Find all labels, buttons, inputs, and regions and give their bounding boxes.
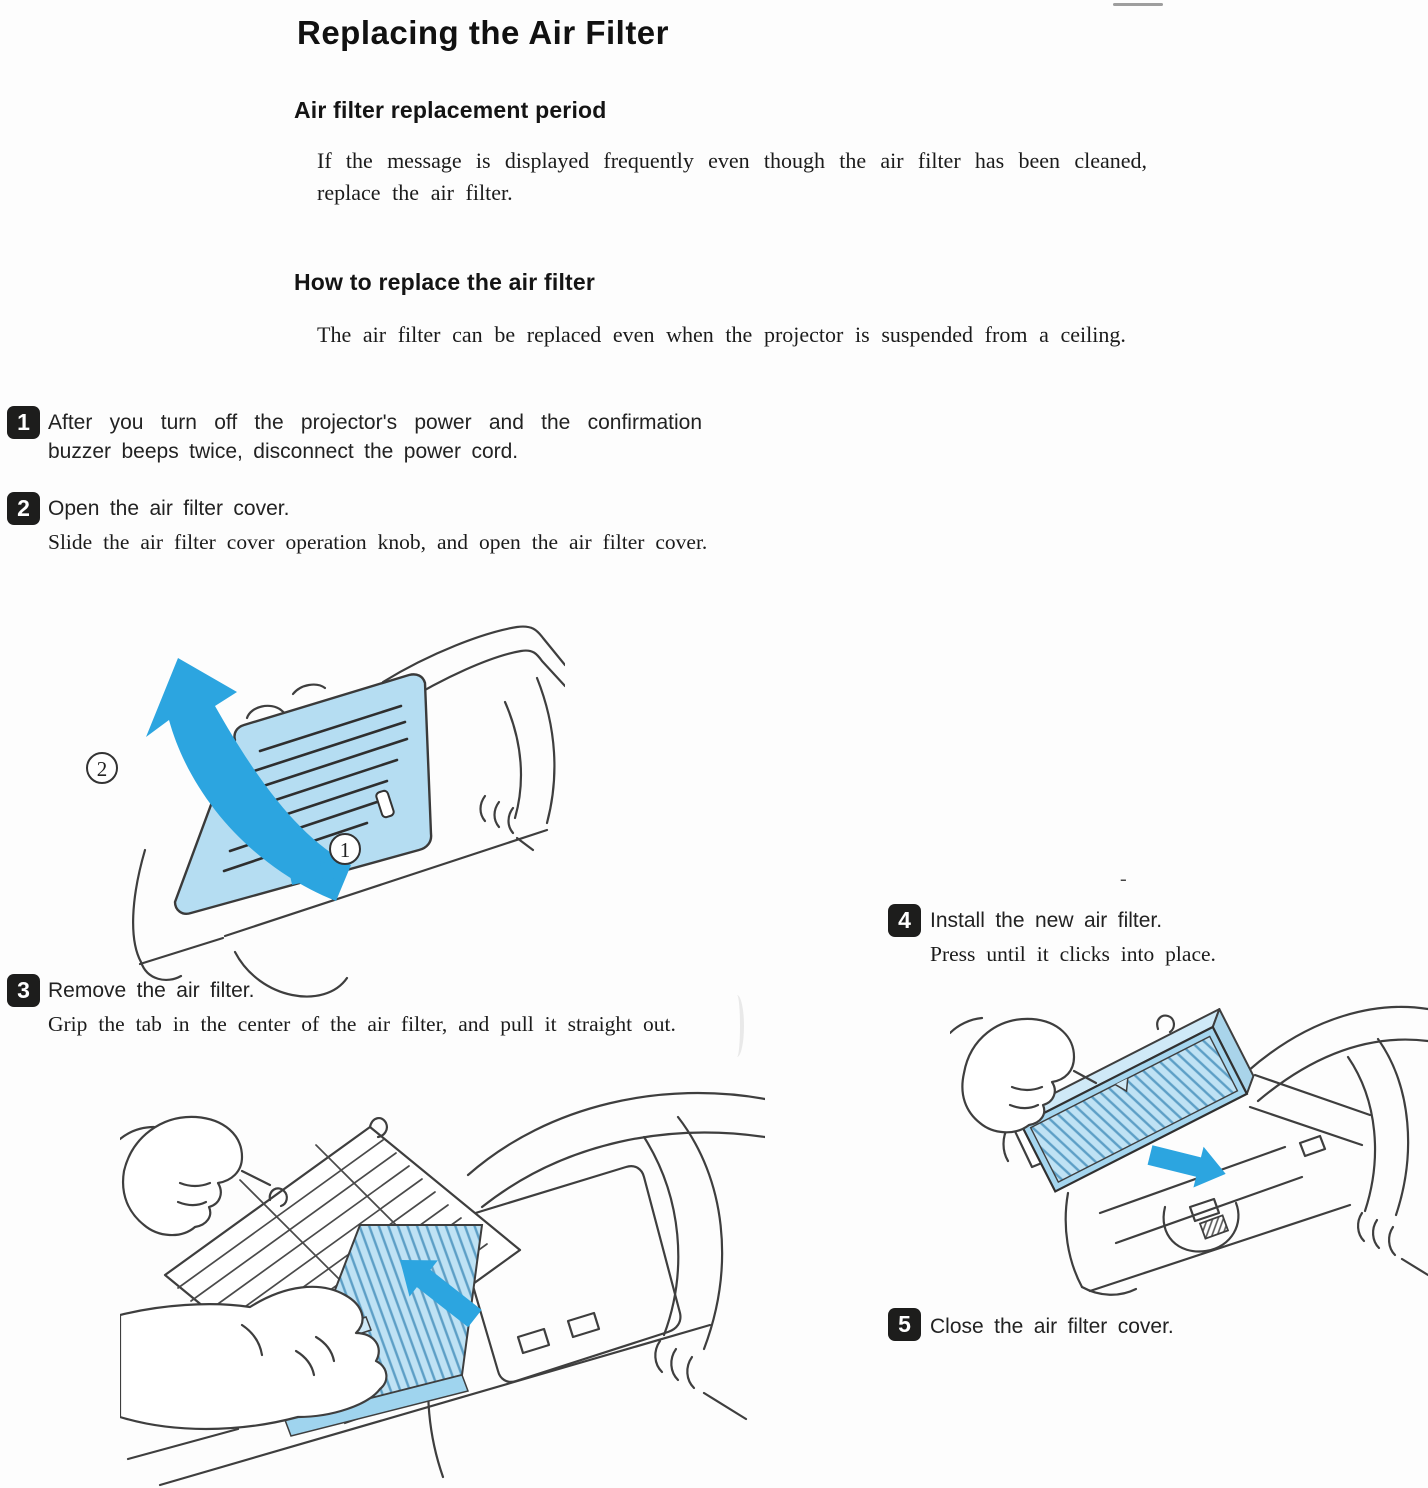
section-heading-how-to-replace: How to replace the air filter [294, 269, 596, 295]
callout-1 [330, 834, 360, 864]
step-2-number-badge: 2 [7, 492, 40, 525]
step-1-instruction: After you turn off the projector's power and the confirmation buzzer beeps twice, disconnect the power cord. [48, 411, 702, 463]
lower-hand [120, 1287, 386, 1429]
step-3-number-badge: 3 [7, 974, 40, 1007]
section-heading-replacement-period: Air filter replacement period [294, 97, 607, 123]
scan-artifact-smudge [730, 995, 744, 1057]
page-title: Replacing the Air Filter [297, 14, 670, 51]
step-4-instruction: Install the new air filter. [930, 909, 1163, 932]
step-4-detail: Press until it clicks into place. [930, 942, 1216, 966]
section-body-how-to-replace: The air filter can be replaced even when the projector is suspended from a ceiling. [317, 322, 1126, 347]
section-body-replacement-period: If the message is displayed frequently even though the air filter has been cleaned, replace the air filter. [317, 148, 1147, 205]
open-cover-figure [85, 618, 565, 1018]
step-3-instruction: Remove the air filter. [48, 979, 255, 1002]
remove-filter-figure [120, 1075, 765, 1488]
step-2-detail: Slide the air filter cover operation knob, and open the air filter cover. [48, 530, 708, 554]
step-3-detail: Grip the tab in the center of the air filter, and pull it straight out. [48, 1012, 676, 1036]
svg-text:1: 1 [339, 838, 351, 862]
step-4-number-badge: 4 [888, 904, 921, 937]
callout-2 [87, 753, 117, 783]
step-1-number-badge: 1 [7, 406, 40, 439]
scan-artifact-line [1113, 3, 1163, 6]
svg-text:2: 2 [96, 757, 108, 781]
step-5-number-badge: 5 [888, 1308, 921, 1341]
press-arrow-icon [1145, 1135, 1231, 1195]
install-filter-figure [950, 975, 1428, 1297]
scan-artifact-dash: - [1120, 868, 1127, 890]
step-2-instruction: Open the air filter cover. [48, 497, 290, 520]
step-5-instruction: Close the air filter cover. [930, 1315, 1174, 1338]
